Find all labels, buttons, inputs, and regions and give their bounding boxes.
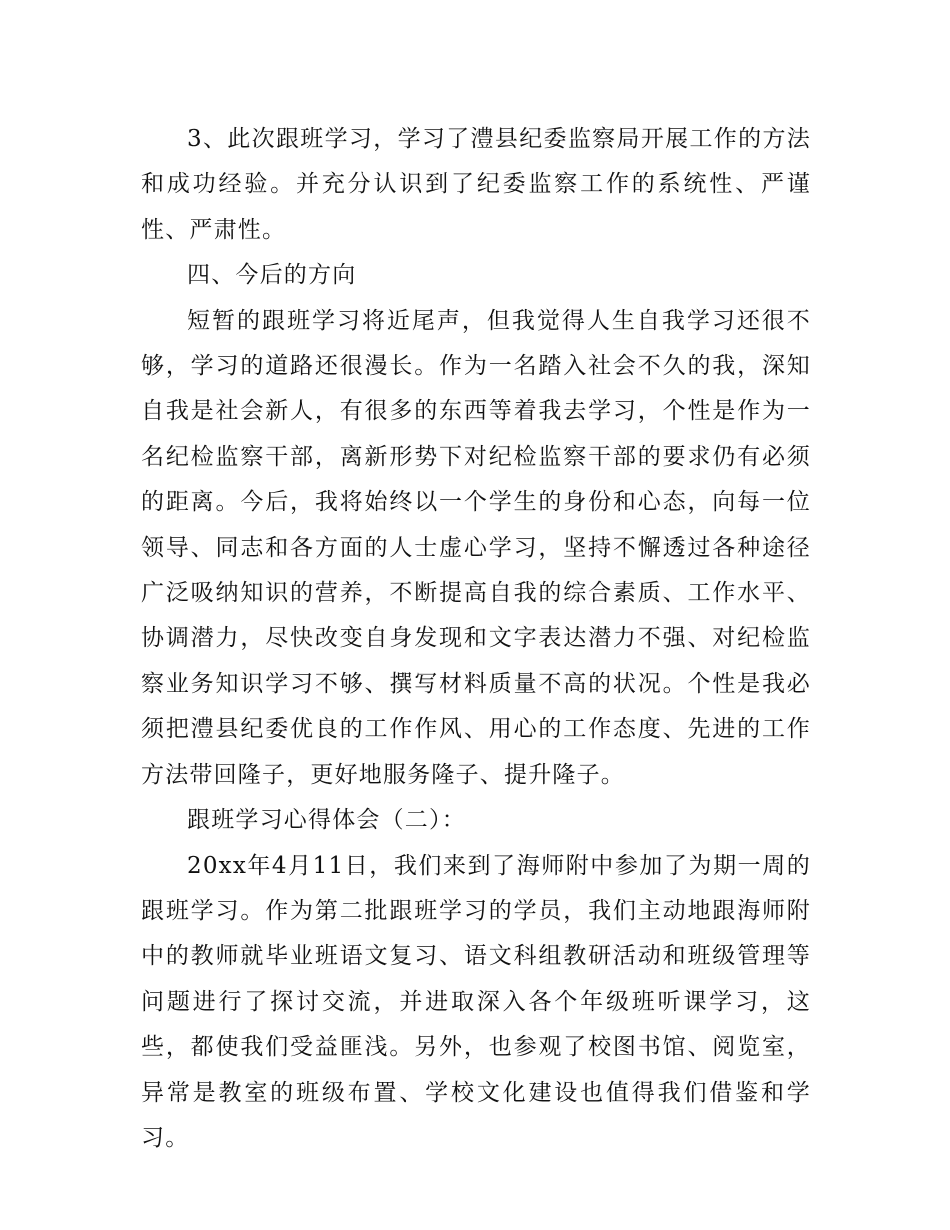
paragraph-school-visit: 20xx年4月11日，我们来到了海师附中参加了为期一周的跟班学习。作为第二批跟班学习的学员，我们主动地跟海师附中的教师就毕业班语文复习、语文科组教研活动和班级管理等问题进行了探讨交流，并进取深入各个年级班听课学习，这些，都使我们受益匪浅。另外，也参观了校图书馆、阅览室，异常是教室的班级布置、学校文化建设也值得我们借鉴和学习。 xyxy=(141,852,811,1151)
section-heading-future-direction: 四、今后的方向 xyxy=(187,262,357,289)
section-heading-reflection-two: 跟班学习心得体会（二）： xyxy=(187,807,466,834)
document-body xyxy=(141,117,811,1161)
paragraph-future-plan: 短暂的跟班学习将近尾声，但我觉得人生自我学习还很不够，学习的道路还很漫长。作为一名踏入社会不久的我，深知自我是社会新人，有很多的东西等着我去学习，个性是作为一名纪检监察干部，离新形势下对纪检监察干部的要求仍有必须的距离。今后，我将始终以一个学生的身份和心态，向每一位领导、同志和各方面的人士虚心学习，坚持不懈透过各种途径广泛吸纳知识的营养，不断提高自我的综合素质、工作水平、协调潜力，尽快改变自身发现和文字表达潜力不强、对纪检监察业务知识学习不够、撰写材料质量不高的状况。个性是我必须把澧县纪委优良的工作作风、用心的工作态度、先进的工作方法带回隆子，更好地服务隆子、提升隆子。 xyxy=(141,307,811,788)
paragraph-study-outcome: 3、此次跟班学习，学习了澧县纪委监察局开展工作的方法和成功经验。并充分认识到了纪委监察工作的系统性、严谨性、严肃性。 xyxy=(141,126,811,243)
